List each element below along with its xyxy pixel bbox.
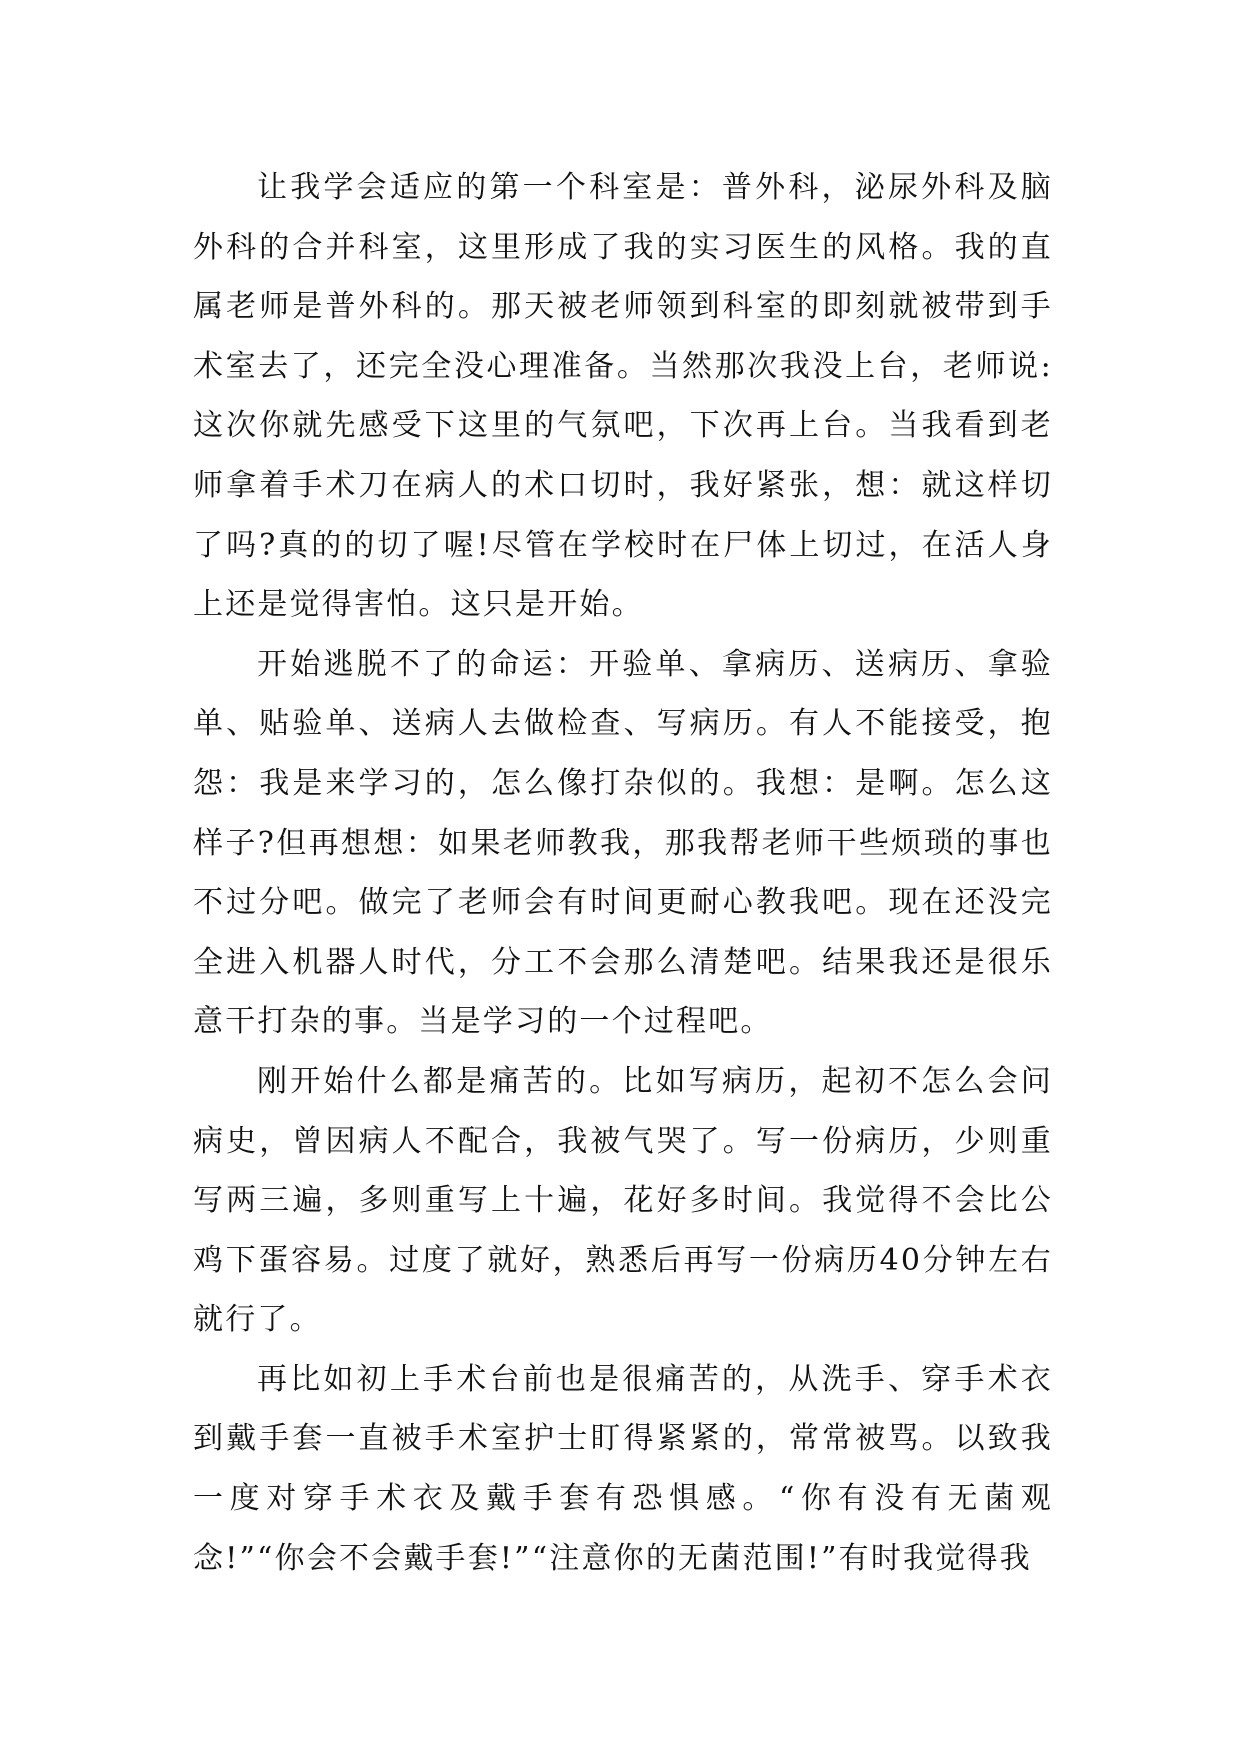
paragraph-3: 刚开始什么都是痛苦的。比如写病历，起初不怎么会问病史，曾因病人不配合，我被气哭了。写一份病历，少则重写两三遍，多则重写上十遍，花好多时间。我觉得不会比公鸡下蛋容易。过度了就好，熟悉后再写一份病历40分钟左右就行了。	[193, 1063, 1053, 1338]
paragraph-2: 开始逃脱不了的命运：开验单、拿病历、送病历、拿验单、贴验单、送病人去做检查、写病历。有人不能接受，抱怨：我是来学习的，怎么像打杂似的。我想：是啊。怎么这样子?但再想想：如果老师教我，那我帮老师干些烦琐的事也不过分吧。做完了老师会有时间更耐心教我吧。现在还没完全进入机器人时代，分工不会那么清楚吧。结果我还是很乐意干打杂的事。当是学习的一个过程吧。	[193, 646, 1053, 1040]
paragraph-4: 再比如初上手术台前也是很痛苦的，从洗手、穿手术衣到戴手套一直被手术室护士盯得紧紧的，常常被骂。以致我一度对穿手术衣及戴手套有恐惧感。“你有没有无菌观念!”“你会不会戴手套!”“注意你的无菌范围!”有时我觉得我	[193, 1361, 1053, 1576]
document-body	[193, 158, 1053, 1588]
paragraph-1: 让我学会适应的第一个科室是：普外科，泌尿外科及脑外科的合并科室，这里形成了我的实习医生的风格。我的直属老师是普外科的。那天被老师领到科室的即刻就被带到手术室去了，还完全没心理准备。当然那次我没上台，老师说:这次你就先感受下这里的气氛吧，下次再上台。当我看到老师拿着手术刀在病人的术口切时，我好紧张，想：就这样切了吗?真的的切了喔!尽管在学校时在尸体上切过，在活人身上还是觉得害怕。这只是开始。	[193, 170, 1053, 623]
